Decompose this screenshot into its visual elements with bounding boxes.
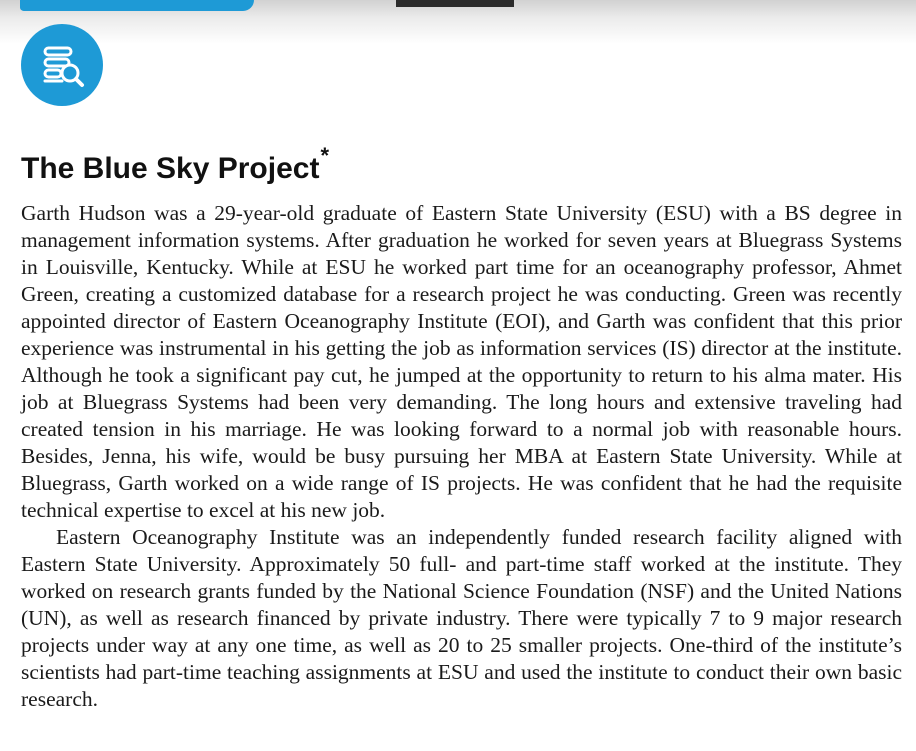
book-search-icon (32, 35, 92, 95)
top-tab[interactable] (20, 0, 254, 11)
title-footnote-mark: * (320, 143, 329, 168)
paragraph-1: Garth Hudson was a 29-year-old graduate of Eastern State University (ESU) with a BS degree in management information systems. After graduation he worked for seven years at Bluegrass Systems in Louisville, Kentucky. While at ESU he worked part time for an oceanography professor, Ahmet Green, creating a customized database for a research project he was conducting. Green was recently appointed director of Eastern Oceanography Institute (EOI), and Garth was confident that this prior experience was instrumental in his getting the job as information services (IS) director at the institute. Although he took a significant pay cut, he jumped at the opportunity to return to his alma mater. His job at Bluegrass Systems had been very demanding. The long hours and extensive traveling had created tension in his marriage. He was looking forward to a normal job with reasonable hours. Besides, Jenna, his wife, would be busy pursuing her MBA at Eastern State University. While at Bluegrass, Garth worked on a wide range of IS projects. He was confident that he had the requisite technical expertise to excel at his new job. (21, 201, 902, 522)
top-handle-bar (396, 0, 514, 7)
article-body (21, 200, 902, 713)
article-title (21, 140, 329, 189)
paragraph-2: Eastern Oceanography Institute was an independently funded research facility aligned with Eastern State University. Approximately 50 full- and part-time staff worked at the institute. They worked on research grants funded by the National Science Foundation (NSF) and the United Nations (UN), as well as research financed by private industry. There were typically 7 to 9 major research projects under way at any one time, as well as 20 to 25 smaller projects. One-third of the institute’s scientists had part-time teaching assignments at ESU and used the institute to conduct their own basic research. (21, 525, 902, 711)
book-search-badge (21, 24, 103, 106)
article-title-text: The Blue Sky Project (21, 152, 320, 185)
